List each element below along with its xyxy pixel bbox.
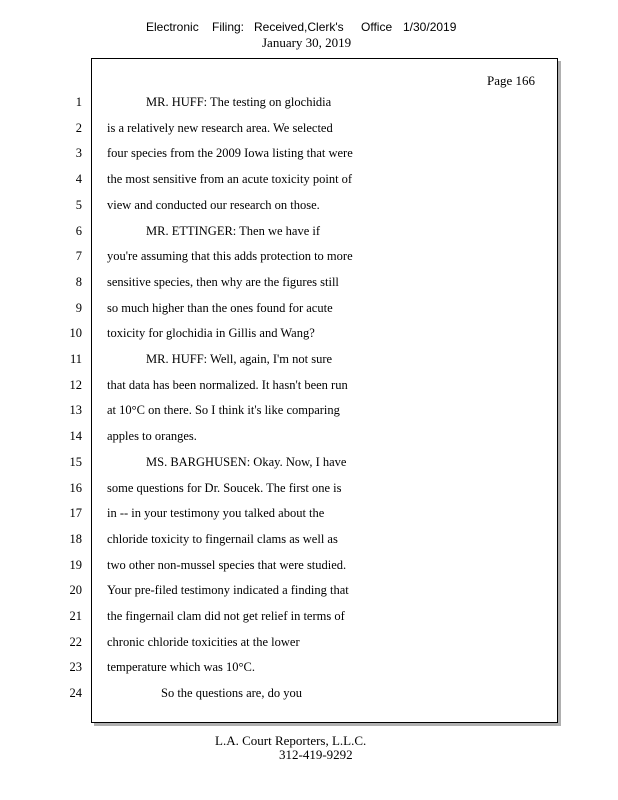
filing-office: Office [361,20,393,34]
transcript-line-text: temperature which was 10°C. [107,660,256,674]
line-number: 2 [75,121,82,135]
filing-label: Filing: [212,20,245,34]
transcript-line-text: is a relatively new research area. We selected [107,121,333,135]
transcript-line-text: the most sensitive from an acute toxicity point of [107,172,353,186]
filing-stamp-date: 1/30/2019 [403,20,457,34]
reporter-phone: 312-419-9292 [279,747,353,762]
line-number: 9 [75,301,82,315]
transcript-line-text: view and conducted our research on those. [107,198,320,212]
line-number: 7 [75,249,82,263]
line-number: 19 [69,558,82,572]
transcript-line-text: in -- in your testimony you talked about the [107,506,325,520]
reporter-company: L.A. Court Reporters, L.L.C. [215,733,367,748]
line-number: 21 [69,609,82,623]
transcript-line-text: chronic chloride toxicities at the lower [107,635,300,649]
transcript-line-text: so much higher than the ones found for acute [107,301,333,315]
line-number: 5 [75,198,82,212]
transcript-line-text: the fingernail clam did not get relief in terms of [107,609,345,623]
line-number: 14 [69,429,82,443]
transcript-line-text: that data has been normalized. It hasn't been run [107,378,348,392]
line-number: 4 [75,172,82,186]
line-number: 22 [69,635,82,649]
line-number: 6 [75,224,82,238]
filing-received: Received,Clerk's [254,20,344,34]
transcript-line-text: sensitive species, then why are the figures still [107,275,339,289]
transcript-line-text: MR. HUFF: Well, again, I'm not sure [146,352,333,366]
transcript-line-text: you're assuming that this adds protection to more [107,249,353,263]
transcript-line-text: at 10°C on there. So I think it's like comparing [107,403,340,417]
transcript-line-text: Your pre-filed testimony indicated a finding that [107,583,349,597]
line-number: 24 [69,686,82,700]
line-number: 13 [69,403,82,417]
transcript-line-text: So the questions are, do you [161,686,302,700]
line-number: 17 [69,506,82,520]
transcript-line-text: apples to oranges. [107,429,197,443]
transcript-line-text: MS. BARGHUSEN: Okay. Now, I have [146,455,347,469]
transcript-line-text: MR. ETTINGER: Then we have if [146,224,321,238]
filing-date: January 30, 2019 [262,35,352,50]
line-number: 11 [69,352,82,366]
line-number: 20 [69,583,82,597]
transcript-line-text: toxicity for glochidia in Gillis and Wang? [107,326,315,340]
line-number: 18 [69,532,82,546]
transcript-line-text: two other non-mussel species that were studied. [107,558,347,572]
transcript-line-text: MR. HUFF: The testing on glochidia [146,95,332,109]
line-number: 1 [75,95,82,109]
filing-stamp [0,20,618,34]
page-number: Page 166 [487,73,536,88]
line-number: 10 [69,326,82,340]
filing-electronic: Electronic [146,20,199,34]
line-number: 3 [75,146,82,160]
line-number: 23 [69,660,82,674]
line-number: 8 [75,275,82,289]
line-number: 16 [69,481,82,495]
transcript-line-text: four species from the 2009 Iowa listing that were [107,146,353,160]
transcript-line-text: chloride toxicity to fingernail clams as well as [107,532,338,546]
line-number: 12 [69,378,82,392]
line-number: 15 [69,455,82,469]
transcript-line-text: some questions for Dr. Soucek. The first one is [107,481,342,495]
